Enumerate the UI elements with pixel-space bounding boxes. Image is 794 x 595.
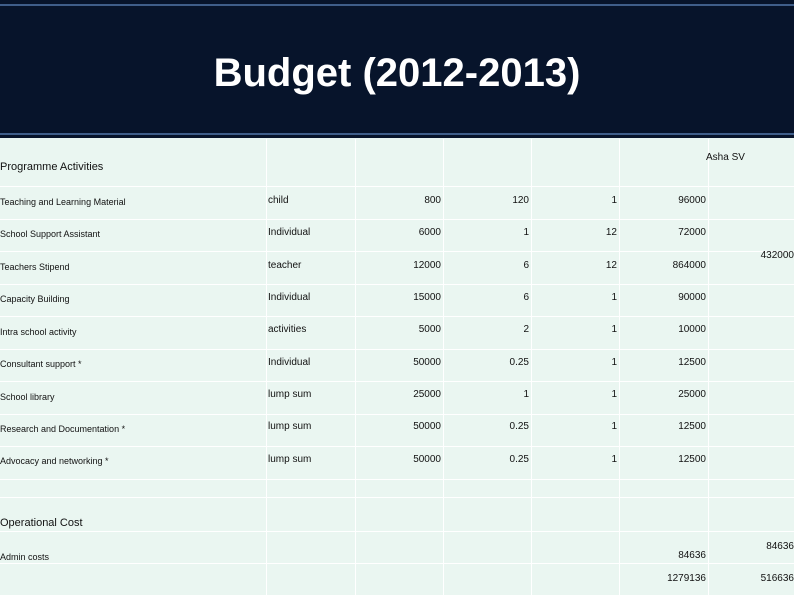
row-unit: Individual bbox=[268, 292, 311, 303]
row-rate: 12000 bbox=[413, 260, 441, 271]
row-amount: 25000 bbox=[678, 389, 706, 400]
row-quantity: 1 bbox=[523, 227, 529, 238]
row-multiplier: 12 bbox=[605, 260, 617, 271]
row-unit: child bbox=[268, 195, 289, 206]
row-unit: lump sum bbox=[268, 454, 312, 465]
row-activity: Capacity Building bbox=[0, 294, 70, 304]
admin-costs-label: Admin costs bbox=[0, 552, 50, 562]
side-grand-total: 516636 bbox=[760, 573, 794, 584]
row-activity: Advocacy and networking * bbox=[0, 456, 109, 466]
row-divider bbox=[0, 219, 794, 220]
row-quantity: 1 bbox=[523, 389, 529, 400]
row-unit: Individual bbox=[268, 227, 311, 238]
row-multiplier: 1 bbox=[611, 292, 617, 303]
row-divider bbox=[0, 381, 794, 382]
row-activity: Intra school activity bbox=[0, 327, 77, 337]
row-rate: 800 bbox=[424, 195, 441, 206]
row-amount: 90000 bbox=[678, 292, 706, 303]
row-divider bbox=[0, 251, 794, 252]
row-multiplier: 1 bbox=[611, 421, 617, 432]
row-unit: Individual bbox=[268, 357, 311, 368]
row-quantity: 6 bbox=[523, 292, 529, 303]
row-divider bbox=[0, 186, 794, 187]
row-quantity: 120 bbox=[512, 195, 529, 206]
row-unit: activities bbox=[268, 324, 307, 335]
admin-costs-side: 84636 bbox=[766, 541, 794, 552]
row-rate: 5000 bbox=[418, 324, 441, 335]
row-divider bbox=[0, 414, 794, 415]
row-unit: teacher bbox=[268, 260, 302, 271]
row-multiplier: 1 bbox=[611, 195, 617, 206]
row-unit: lump sum bbox=[268, 421, 312, 432]
row-activity: Teachers Stipend bbox=[0, 262, 70, 272]
row-rate: 50000 bbox=[413, 357, 441, 368]
section-heading-operational: Operational Cost bbox=[0, 517, 83, 529]
row-rate: 25000 bbox=[413, 389, 441, 400]
row-multiplier: 12 bbox=[605, 227, 617, 238]
banner-bottom-rule bbox=[0, 133, 794, 135]
row-activity: School library bbox=[0, 392, 55, 402]
section-heading-programme: Programme Activities bbox=[0, 161, 104, 173]
row-multiplier: 1 bbox=[611, 357, 617, 368]
row-amount: 10000 bbox=[678, 324, 706, 335]
row-divider bbox=[0, 349, 794, 350]
row-quantity: 0.25 bbox=[509, 421, 529, 432]
row-amount: 96000 bbox=[678, 195, 706, 206]
row-divider bbox=[0, 316, 794, 317]
row-divider bbox=[0, 284, 794, 285]
row-quantity: 2 bbox=[523, 324, 529, 335]
author-label: Asha SV bbox=[706, 152, 745, 163]
banner-top-rule bbox=[0, 4, 794, 6]
row-activity: Research and Documentation * bbox=[0, 424, 126, 434]
row-amount: 864000 bbox=[672, 260, 706, 271]
row-multiplier: 1 bbox=[611, 389, 617, 400]
row-divider bbox=[0, 479, 794, 480]
row-divider bbox=[0, 446, 794, 447]
row-quantity: 0.25 bbox=[509, 357, 529, 368]
admin-costs-amount: 84636 bbox=[678, 550, 706, 561]
row-quantity: 0.25 bbox=[509, 454, 529, 465]
page-title: Budget (2012-2013) bbox=[213, 51, 581, 95]
row-multiplier: 1 bbox=[611, 454, 617, 465]
column-divider bbox=[266, 139, 267, 595]
row-divider bbox=[0, 497, 794, 498]
budget-table bbox=[0, 139, 794, 595]
column-divider bbox=[708, 139, 709, 595]
grand-total: 1279136 bbox=[667, 573, 706, 584]
row-amount: 72000 bbox=[678, 227, 706, 238]
row-rate: 50000 bbox=[413, 421, 441, 432]
row-rate: 50000 bbox=[413, 454, 441, 465]
row-divider bbox=[0, 531, 794, 532]
row-multiplier: 1 bbox=[611, 324, 617, 335]
row-quantity: 6 bbox=[523, 260, 529, 271]
row-amount: 12500 bbox=[678, 454, 706, 465]
row-activity: Consultant support * bbox=[0, 359, 82, 369]
title-banner bbox=[0, 0, 794, 138]
row-amount: 12500 bbox=[678, 421, 706, 432]
row-rate: 15000 bbox=[413, 292, 441, 303]
row-unit: lump sum bbox=[268, 389, 312, 400]
row-rate: 6000 bbox=[418, 227, 441, 238]
row-activity: Teaching and Learning Material bbox=[0, 197, 126, 207]
row-amount: 12500 bbox=[678, 357, 706, 368]
row-activity: School Support Assistant bbox=[0, 229, 101, 239]
row-divider bbox=[0, 563, 794, 564]
side-total: 432000 bbox=[760, 250, 794, 261]
